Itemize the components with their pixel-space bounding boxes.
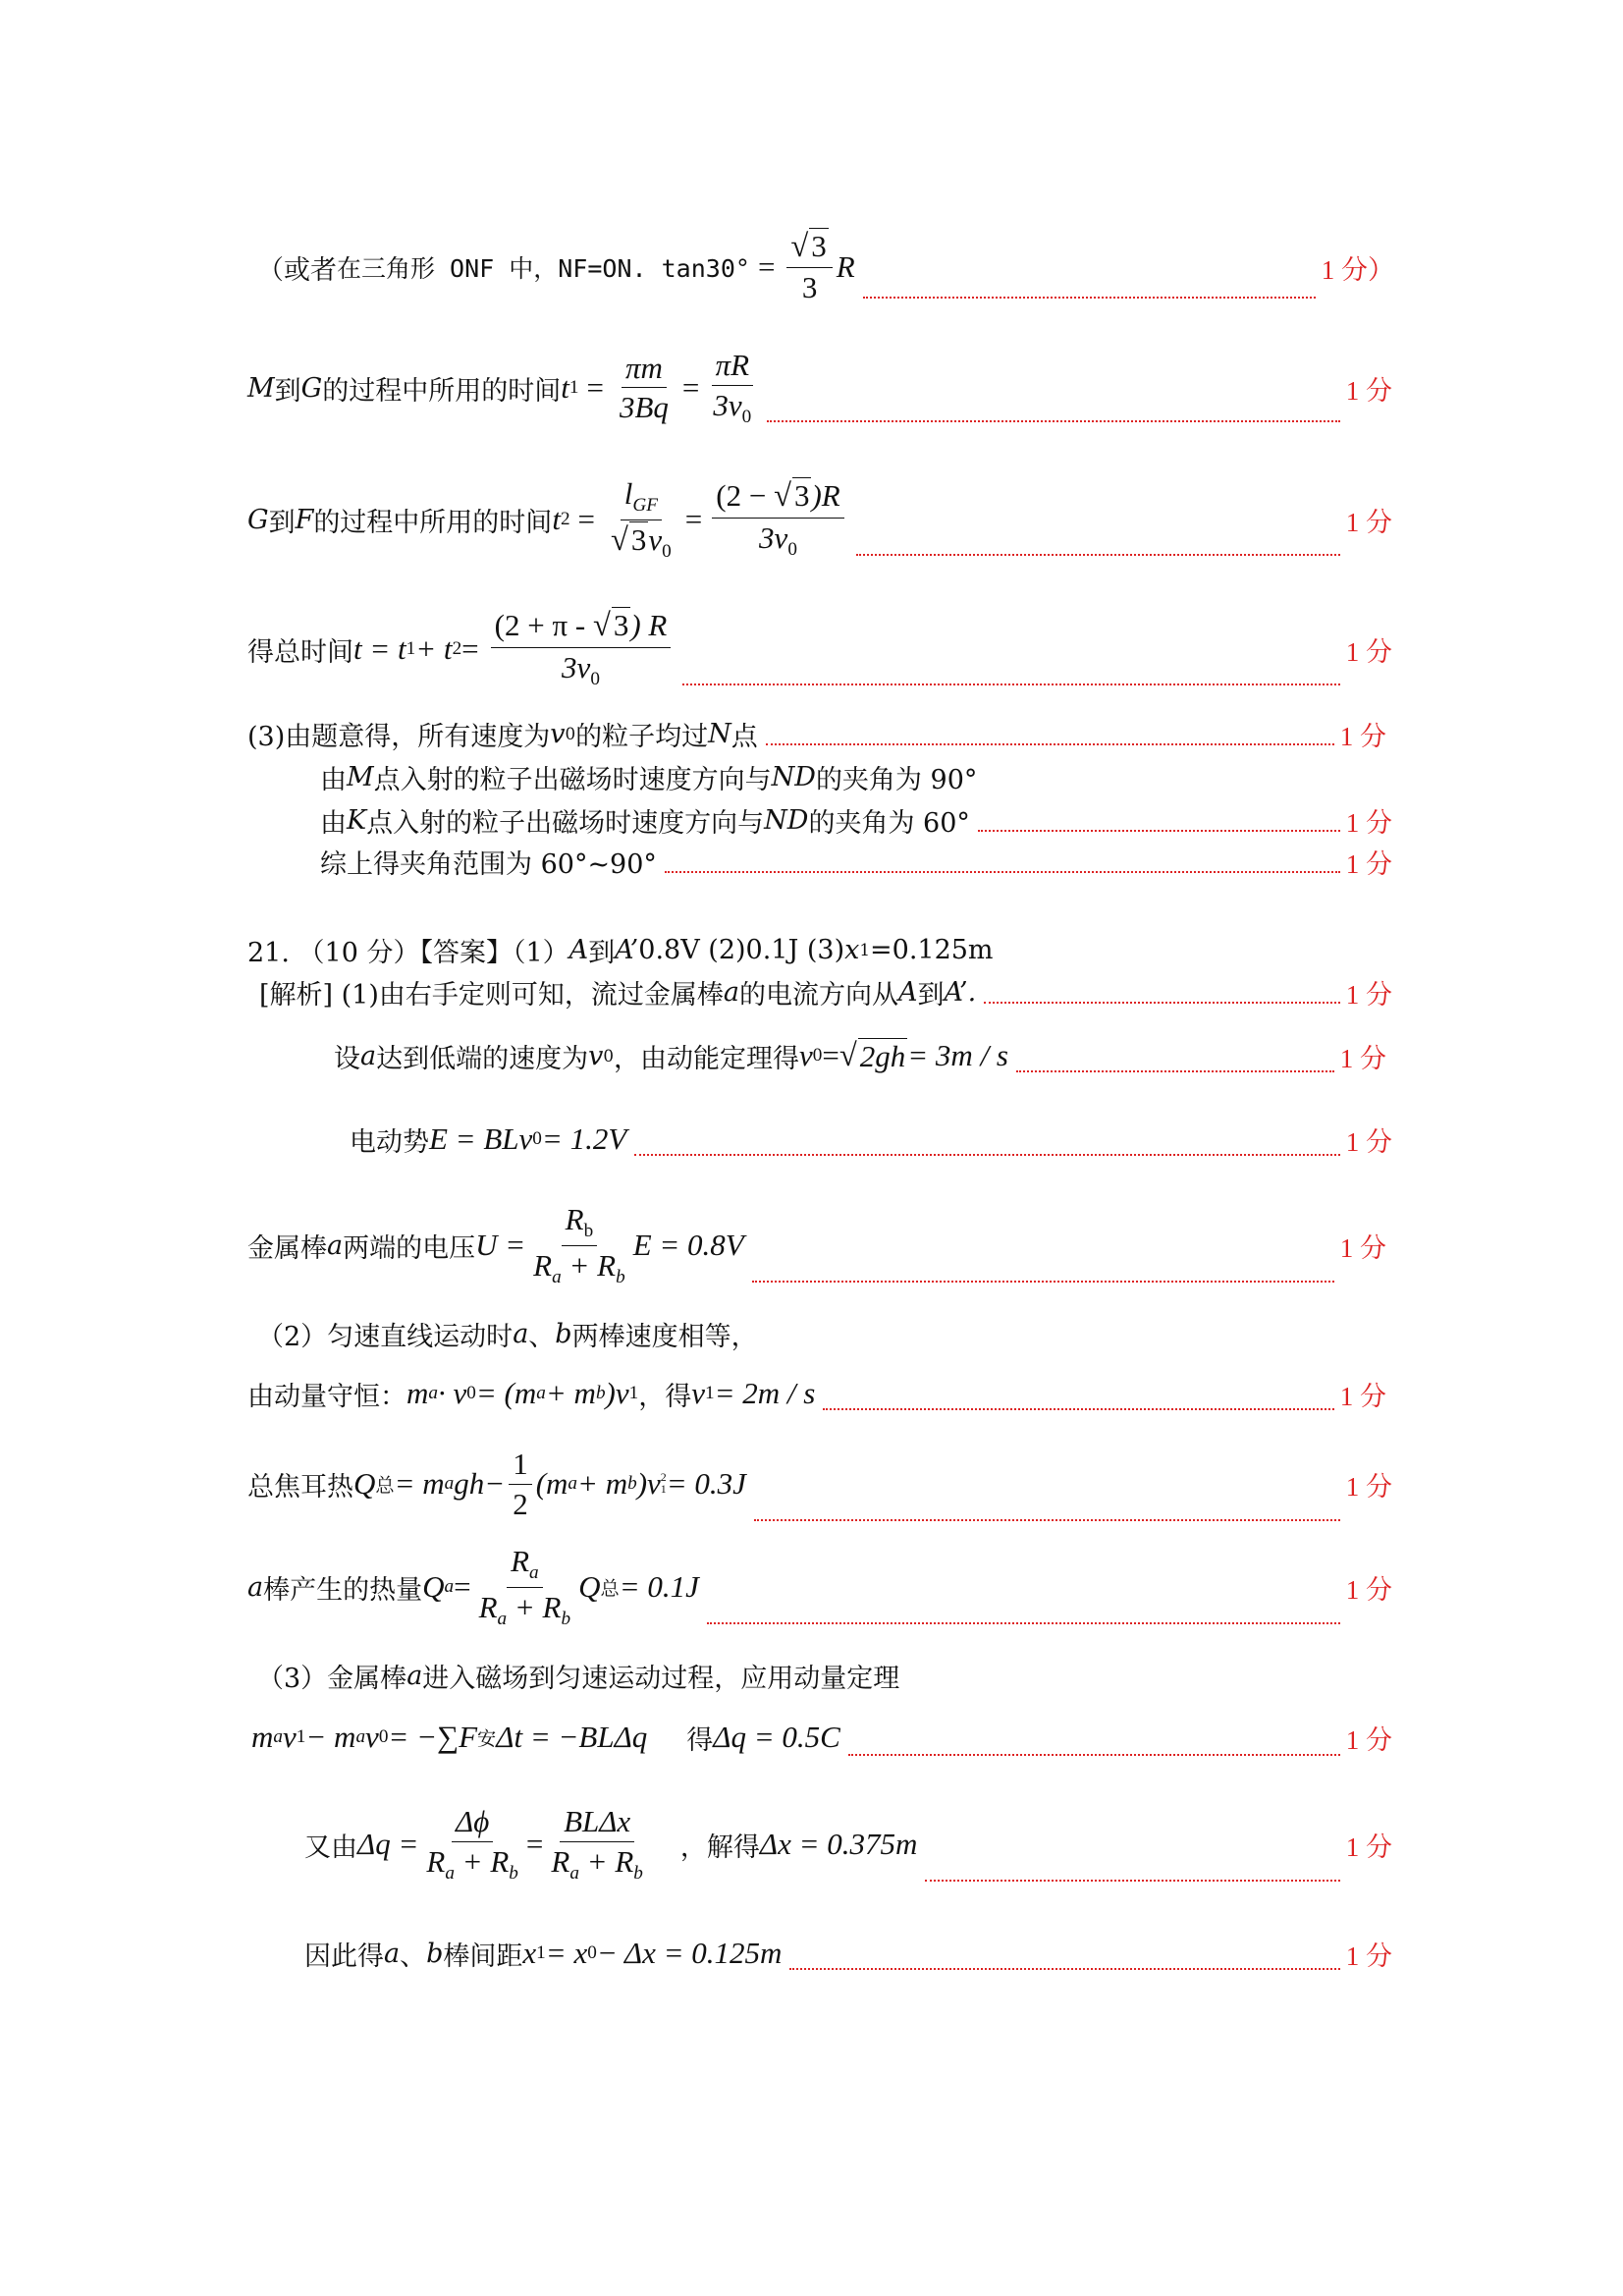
line-joule-heat: 总焦耳热 Q 总 = m a gh− $\frac{1}{2}$ (m a + m b )v 2 1 = 0.3J 1 分 [247, 1446, 1392, 1521]
score-label: 1 分 [1345, 375, 1392, 406]
formula: = $\frac{√3}{3}$ R [757, 228, 855, 305]
formula-emf: E = BLv 0 = 1.2V [429, 1121, 627, 1156]
line-momentum: 由动量守恒： m a · v 0 = (m a + m b )v 1 ，得 v 1 = 2m / s 1 分 [247, 1376, 1386, 1412]
score-label: 1 分 [1345, 807, 1392, 838]
formula-heat-a: Q a = $\frac{R_a}{R_a + R_b}$ Q 总 = 0.1J [422, 1544, 699, 1629]
line-3-intro: (3)由题意得，所有速度为 v 0 的粒子均过 N 点 1 分 [247, 714, 1386, 753]
score-label: 1 分 [1339, 1381, 1386, 1411]
line-t1: M 到 G 的过程中所用的时间 t 1 = $\frac{\pi m}{3Bq}$ = $\frac{\pi R}{3v_0}$ 1 分 [247, 348, 1392, 427]
formula-v0: v 0 = √ 2gh = 3m / s [799, 1037, 1008, 1073]
score-label: 1 分 [1345, 1941, 1392, 1971]
score-label: 1 分 [1345, 1574, 1392, 1605]
formula-impulse: m a v 1 − m a v 0 = −∑F 安 Δt = −BLΔq [251, 1720, 648, 1754]
line-angle-range: 综上得夹角范围为 60°~90° 1 分 [320, 842, 1392, 881]
formula-joule: Q 总 = m a gh− $\frac{1}{2}$ (m a + m b )v 2 1 = 0.3J [353, 1446, 746, 1521]
line-spacing: 因此得 a 、 b 棒间距 x 1 = x 0 − Δx = 0.125m 1 分 [304, 1936, 1392, 1972]
line-2-intro: （2）匀速直线运动时 a 、 b 两棒速度相等， [257, 1318, 758, 1352]
score-label: 1 分 [1345, 1724, 1392, 1755]
dot-leader [863, 297, 1316, 299]
line-heat-a: a 棒产生的热量 Q a = $\frac{R_a}{R_a + R_b}$ Q 总 = 0.1J 1 分 [247, 1544, 1392, 1629]
line-impulse: m a v 1 − m a v 0 = −∑F 安 Δt = −BLΔq 得 Δq = 0.5C 1 分 [251, 1720, 1392, 1756]
score-label: 1 分 [1345, 636, 1392, 667]
score-label: 1 分 [1345, 507, 1392, 537]
line-q21-answer: 21. （10 分）【答案】（1） A 到 A’ 0.8V (2)0.1J (3) x 1 =0.125m [247, 934, 994, 968]
score-label: 1 分 [1339, 721, 1386, 751]
line-emf: 电动势 E = BLv 0 = 1.2V 1 分 [350, 1121, 1392, 1158]
line-k-point: 由 K 点入射的粒子出磁场时速度方向与 ND 的夹角为 60° 1 分 [320, 800, 1392, 840]
score-label: 1 分） [1321, 254, 1394, 285]
score-label: 1 分 [1339, 1232, 1386, 1263]
line-3-momentum-theorem: （3）金属棒 a 进入磁场到匀速运动过程，应用动量定理 [257, 1660, 900, 1694]
score-label: 1 分 [1345, 1471, 1392, 1502]
formula-charge: Δq = $\frac{\Delta\phi}{R_a + R_b}$ = $\frac{\text{BLΔx}}{R_a + R_b}$ [357, 1804, 643, 1884]
formula-voltage: U = $\frac{R_b}{R_a + R_b}$ E = 0.8V [475, 1202, 744, 1287]
formula-t1: t 1 = $\frac{\pi m}{3Bq}$ = $\frac{\pi R}{3v_0}$ [561, 348, 752, 427]
line-charge: 又由 Δq = $\frac{\Delta\phi}{R_a + R_b}$ = $\frac{\text{BLΔx}}{R_a + R_b}$ ，解得 Δx = 0.375m 1 分 [304, 1804, 1392, 1884]
score-label: 1 分 [1345, 848, 1392, 879]
line-total-time: 得总时间 t = t 1 + t 2 = $\frac{(2 + \pi - √3) R}{3v_0}$ 1 分 [247, 608, 1392, 689]
formula-momentum: m a · v 0 = (m a + m b )v 1 [406, 1376, 639, 1410]
line-q21-analysis: [解析] (1)由右手定则可知，流过金属棒 a 的电流方向从 A 到 A’. 1 分 [259, 972, 1392, 1011]
line-m-point: 由 M 点入射的粒子出磁场时速度方向与 ND 的夹角为 90° [320, 761, 978, 795]
score-label: 1 分 [1345, 979, 1392, 1010]
line-nf-tan30: （或者 在三角形 ONF 中，NF=ON. tan30° = $\frac{√3}{3}$ R 1 分） [257, 228, 1394, 305]
line-v0: 设 a 达到低端的速度为 v 0 ，由动能定理得 v 0 = √ 2gh = 3m / s 1 分 [334, 1037, 1386, 1074]
score-label: 1 分 [1339, 1043, 1386, 1073]
score-label: 1 分 [1345, 1126, 1392, 1157]
line-voltage: 金属棒 a 两端的电压 U = $\frac{R_b}{R_a + R_b}$ E = 0.8V 1 分 [247, 1202, 1386, 1287]
formula-t2: t 2 = $\frac{l_{GF}}{√3v_0}$ = $\frac{(2 - √3)R}{3v_0}$ [552, 476, 847, 563]
formula-total: t = t 1 + t 2 = $\frac{(2 + \pi - √3) R}{3v_0}$ [353, 608, 675, 690]
score-label: 1 分 [1345, 1831, 1392, 1862]
line-t2: G 到 F 的过程中所用的时间 t 2 = $\frac{l_{GF}}{√3v_0}$ = $\frac{(2 - √3)R}{3v_0}$ 1 分 [247, 476, 1392, 562]
formula-spacing: x 1 = x 0 − Δx = 0.125m [522, 1936, 783, 1970]
